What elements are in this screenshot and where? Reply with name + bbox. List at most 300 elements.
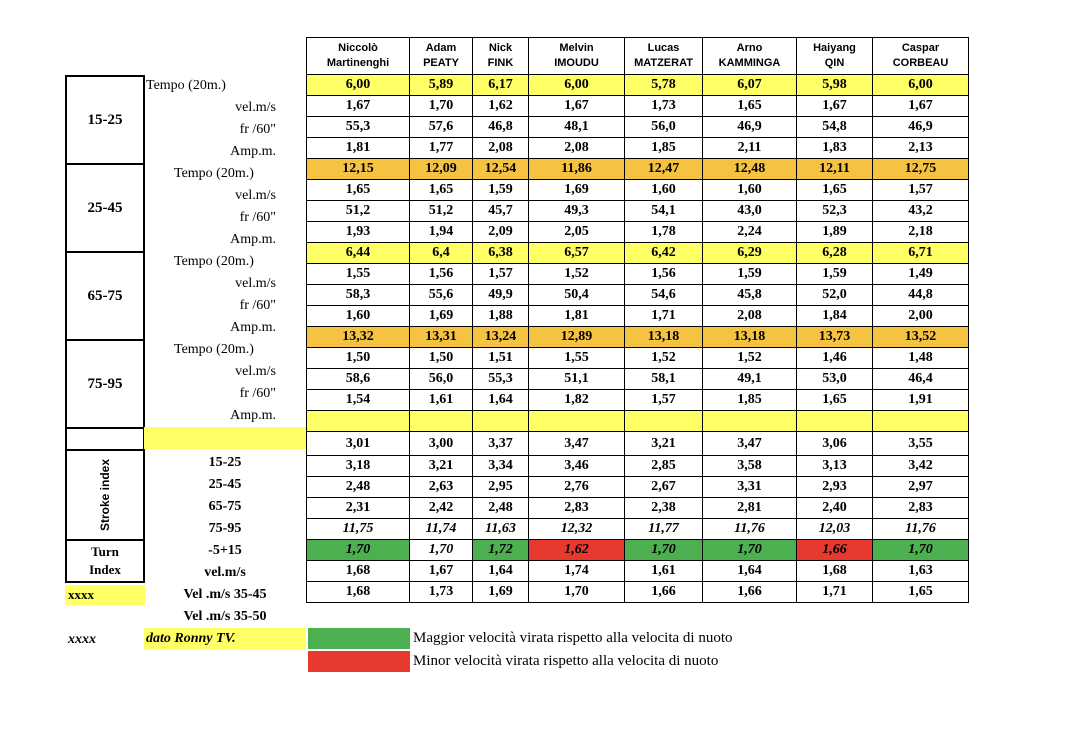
table-cell: 1,94 [410,222,473,243]
table-cell: 46,8 [473,117,529,138]
table-cell: 1,64 [703,561,797,582]
row-label: vel.m/s [204,565,246,580]
row-label: fr /60" [239,210,276,225]
table-cell: 2,00 [873,306,969,327]
table-cell: 1,81 [529,306,625,327]
row-label: Vel .m/s 35-45 [183,587,267,602]
table-cell: 13,73 [797,327,873,348]
table-cell: 1,72 [473,540,529,561]
group-label: 65-75 [87,287,123,304]
athlete-last-name: PEATY [423,57,459,69]
table-cell: 1,82 [529,390,625,411]
table-cell: 1,52 [625,348,703,369]
table-cell: 11,77 [625,519,703,540]
table-cell: 1,70 [307,540,410,561]
table-cell: 55,6 [410,285,473,306]
row-label: Vel .m/s 35-50 [183,609,267,624]
stroke-index-row [307,456,969,477]
table-cell: 1,69 [473,582,529,603]
athlete-header [473,38,529,75]
table-cell: 2,42 [410,498,473,519]
row-label: 25-45 [208,477,242,492]
athlete-header [703,38,797,75]
table-cell: 6,00 [529,75,625,96]
table-row [307,348,969,369]
table-cell: 52,3 [797,201,873,222]
table-cell: 1,65 [873,582,969,603]
table-row [307,159,969,180]
athlete-first-name: Melvin [559,42,594,54]
table-cell: 1,89 [797,222,873,243]
table-cell: 2,08 [703,306,797,327]
table-cell: 1,70 [529,582,625,603]
table-cell: 2,13 [873,138,969,159]
table-cell: 1,62 [473,96,529,117]
table-cell: 6,38 [473,243,529,264]
footer-marker-text: xxxx [68,632,96,647]
table-cell: 3,55 [873,432,969,456]
table-cell: 2,67 [625,477,703,498]
group-box-65-75 [65,251,145,339]
table-cell: 12,15 [307,159,410,180]
stroke-index-box [65,449,145,539]
athlete-header [797,38,873,75]
xxxx-marker-box [65,585,145,605]
table-cell: 1,66 [703,582,797,603]
table-cell: 2,83 [873,498,969,519]
table-cell: 6,00 [307,75,410,96]
row-label: vel.m/s [235,276,276,291]
table-cell: 46,9 [873,117,969,138]
table-cell [873,411,969,432]
table-cell: 49,1 [703,369,797,390]
table-cell: 1,85 [625,138,703,159]
table-cell: 45,7 [473,201,529,222]
table-cell: 3,18 [307,456,410,477]
table-cell: 1,73 [410,582,473,603]
athlete-header [410,38,473,75]
table-cell: 12,32 [529,519,625,540]
table-cell: 49,3 [529,201,625,222]
blank-row-label-fill [144,427,306,449]
table-cell: 54,1 [625,201,703,222]
data-table [306,37,969,603]
table-cell: 1,52 [529,264,625,285]
table-cell: 11,74 [410,519,473,540]
table-cell: 43,0 [703,201,797,222]
row-label: Amp.m. [230,408,276,423]
table-cell: 6,71 [873,243,969,264]
table-cell: 1,51 [473,348,529,369]
table-cell: 51,1 [529,369,625,390]
table-cell: 1,70 [410,540,473,561]
xxxx-marker: xxxx [68,587,94,602]
table-cell: 1,70 [873,540,969,561]
table-cell [307,411,410,432]
table-cell: 44,8 [873,285,969,306]
table-cell: 3,34 [473,456,529,477]
table-cell: 50,4 [529,285,625,306]
table-cell: 1,83 [797,138,873,159]
table-cell: 57,6 [410,117,473,138]
turn-index-box [65,539,145,583]
table-cell: 1,52 [703,348,797,369]
athlete-first-name: Caspar [901,42,940,54]
athlete-first-name: Adam [425,42,457,54]
table-cell: 2,08 [529,138,625,159]
table-cell: 1,60 [307,306,410,327]
row-label: vel.m/s [235,188,276,203]
table-cell: 12,47 [625,159,703,180]
turn-index-row [307,540,969,561]
table-cell: 56,0 [410,369,473,390]
table-cell: 46,4 [873,369,969,390]
table-row [307,327,969,348]
table-cell: 1,67 [410,561,473,582]
legend-swatch-green [308,628,410,649]
table-cell: 1,54 [307,390,410,411]
table-cell: 11,75 [307,519,410,540]
table-cell: 1,61 [625,561,703,582]
row-label: Amp.m. [230,144,276,159]
group-box-15-25 [65,75,145,163]
athlete-first-name: Haiyang [813,42,856,54]
table-cell: 1,64 [473,390,529,411]
legend-text-green: Maggior velocità virata rispetto alla velocita di nuoto [413,630,733,646]
athlete-first-name: Arno [736,42,763,54]
table-cell: 13,32 [307,327,410,348]
table-cell: 48,1 [529,117,625,138]
table-cell: 11,76 [873,519,969,540]
table-cell: 1,46 [797,348,873,369]
table-cell: 52,0 [797,285,873,306]
table-cell: 2,05 [529,222,625,243]
table-cell: 12,75 [873,159,969,180]
stroke-index-row [307,432,969,456]
table-cell: 2,81 [703,498,797,519]
table-row [307,285,969,306]
table-cell: 1,57 [873,180,969,201]
table-cell: 13,52 [873,327,969,348]
table-cell: 45,8 [703,285,797,306]
table-cell: 1,56 [625,264,703,285]
table-cell: 43,2 [873,201,969,222]
table-row [307,75,969,96]
table-cell: 1,68 [307,561,410,582]
table-cell: 1,65 [797,180,873,201]
table-cell: 1,71 [797,582,873,603]
row-label: -5+15 [208,543,242,558]
table-cell: 2,48 [307,477,410,498]
table-cell: 1,67 [797,96,873,117]
table-cell: 6,07 [703,75,797,96]
header-row [307,38,969,75]
row-label: vel.m/s [235,100,276,115]
stroke-index-row [307,498,969,519]
table-row [307,138,969,159]
table-cell: 46,9 [703,117,797,138]
table-cell: 11,76 [703,519,797,540]
table-cell: 1,65 [703,96,797,117]
table-cell: 13,18 [625,327,703,348]
table-cell: 12,09 [410,159,473,180]
table-cell: 1,66 [797,540,873,561]
table-cell: 2,85 [625,456,703,477]
table-cell: 1,50 [410,348,473,369]
table-cell: 6,4 [410,243,473,264]
table-cell: 3,01 [307,432,410,456]
table-cell: 1,67 [529,96,625,117]
table-cell: 1,60 [625,180,703,201]
legend-text-red: Minor velocità virata rispetto alla velocita di nuoto [413,653,719,669]
athlete-header [529,38,625,75]
table-cell: 6,42 [625,243,703,264]
table-cell [473,411,529,432]
row-label: Tempo (20m.) [174,254,254,269]
table-cell [797,411,873,432]
table-cell: 54,8 [797,117,873,138]
table-row [307,243,969,264]
source-note [144,628,306,650]
table-cell: 1,65 [797,390,873,411]
turn-index-row [307,519,969,540]
table-cell: 5,98 [797,75,873,96]
table-cell [410,411,473,432]
table-cell: 2,83 [529,498,625,519]
table-cell: 1,48 [873,348,969,369]
table-cell: 2,11 [703,138,797,159]
table-cell: 56,0 [625,117,703,138]
legend-swatch-red [308,651,410,672]
athlete-last-name: KAMMINGA [718,57,781,69]
table-cell: 2,31 [307,498,410,519]
table-cell: 2,18 [873,222,969,243]
table-cell: 2,40 [797,498,873,519]
table-cell: 1,70 [625,540,703,561]
table-cell: 3,58 [703,456,797,477]
stroke-index-row [307,477,969,498]
table-cell: 2,97 [873,477,969,498]
table-cell: 1,68 [797,561,873,582]
table-cell: 1,91 [873,390,969,411]
table-cell: 1,59 [703,264,797,285]
athlete-last-name: Martinenghi [326,57,390,69]
row-label: 75-95 [208,521,242,536]
table-cell: 1,69 [410,306,473,327]
table-cell: 12,48 [703,159,797,180]
table-cell: 1,59 [473,180,529,201]
table-row [307,222,969,243]
table-cell: 1,73 [625,96,703,117]
table-cell: 2,08 [473,138,529,159]
table-cell: 1,68 [307,582,410,603]
source-note-text: dato Ronny TV. [146,631,236,646]
table-cell: 1,67 [873,96,969,117]
table-cell: 1,57 [473,264,529,285]
table-cell: 1,60 [703,180,797,201]
row-label: vel.m/s [235,364,276,379]
table-cell: 1,70 [410,96,473,117]
table-cell: 13,31 [410,327,473,348]
table-cell: 1,85 [703,390,797,411]
table-cell: 55,3 [307,117,410,138]
group-box-75-95 [65,339,145,427]
table-cell: 1,69 [529,180,625,201]
table-row [307,369,969,390]
table-cell: 1,81 [307,138,410,159]
row-label: Amp.m. [230,232,276,247]
table-cell: 54,6 [625,285,703,306]
table-cell: 1,78 [625,222,703,243]
athlete-last-name: IMOUDU [554,57,599,69]
table-cell: 5,78 [625,75,703,96]
table-cell: 1,65 [307,180,410,201]
table-cell: 3,00 [410,432,473,456]
row-label: Tempo (20m.) [174,342,254,357]
table-cell: 6,44 [307,243,410,264]
table-cell: 2,93 [797,477,873,498]
table-cell: 51,2 [307,201,410,222]
table-cell: 1,64 [473,561,529,582]
table-cell: 1,55 [307,264,410,285]
table-cell: 3,21 [625,432,703,456]
row-label: fr /60" [239,122,276,137]
velocity-row [307,561,969,582]
table-cell: 3,13 [797,456,873,477]
athlete-header [625,38,703,75]
table-row [307,306,969,327]
table-cell: 6,57 [529,243,625,264]
table-cell: 2,09 [473,222,529,243]
table-cell: 3,47 [703,432,797,456]
table-cell: 1,66 [625,582,703,603]
table-cell: 58,6 [307,369,410,390]
table-row [307,180,969,201]
table-cell: 12,11 [797,159,873,180]
row-label: Tempo (20m.) [174,166,254,181]
table-row [307,264,969,285]
row-label: Amp.m. [230,320,276,335]
table-cell: 3,37 [473,432,529,456]
group-label: 75-95 [87,375,123,392]
table-cell: 11,63 [473,519,529,540]
table-cell: 1,62 [529,540,625,561]
table-cell: 6,29 [703,243,797,264]
table-cell: 2,48 [473,498,529,519]
table-cell: 55,3 [473,369,529,390]
table-cell: 13,18 [703,327,797,348]
table-cell: 1,56 [410,264,473,285]
table-cell: 3,06 [797,432,873,456]
table-cell: 2,24 [703,222,797,243]
athlete-last-name: QIN [824,57,845,69]
table-cell: 1,70 [703,540,797,561]
athlete-first-name: Lucas [647,42,680,54]
table-cell: 49,9 [473,285,529,306]
table-cell [703,411,797,432]
table-cell [529,411,625,432]
stroke-index-label: Stroke index [98,458,112,532]
table-row [307,390,969,411]
table-cell: 1,63 [873,561,969,582]
group-box-25-45 [65,163,145,251]
table-cell: 2,95 [473,477,529,498]
turn-index-label-line1: Turn [91,544,119,559]
athlete-last-name: FINK [487,57,514,69]
table-cell: 3,46 [529,456,625,477]
row-label: 15-25 [208,455,242,470]
table-cell: 1,65 [410,180,473,201]
table-cell: 53,0 [797,369,873,390]
athlete-header [307,38,410,75]
table-cell: 12,89 [529,327,625,348]
footer-marker [68,630,96,650]
table-cell: 13,24 [473,327,529,348]
table-row [307,96,969,117]
athlete-header [873,38,969,75]
table-cell: 1,84 [797,306,873,327]
table-cell: 12,54 [473,159,529,180]
table-cell: 1,49 [873,264,969,285]
row-label: fr /60" [239,386,276,401]
velocity-row [307,582,969,603]
table-cell: 3,21 [410,456,473,477]
table-cell: 6,28 [797,243,873,264]
row-label: Tempo (20m.) [146,78,226,93]
table-cell: 58,1 [625,369,703,390]
table-cell: 2,63 [410,477,473,498]
table-cell: 1,88 [473,306,529,327]
table-cell: 1,93 [307,222,410,243]
row-label: 65-75 [208,499,242,514]
blank-box [65,427,145,449]
table-cell: 1,67 [307,96,410,117]
table-cell: 6,00 [873,75,969,96]
table-cell: 12,03 [797,519,873,540]
athlete-last-name: MATZERAT [634,57,693,69]
table-cell [625,411,703,432]
athlete-last-name: CORBEAU [892,57,949,69]
table-cell: 51,2 [410,201,473,222]
table-cell: 3,47 [529,432,625,456]
table-cell: 1,71 [625,306,703,327]
table-cell: 1,57 [625,390,703,411]
table-cell: 2,38 [625,498,703,519]
group-label: 25-45 [87,199,123,216]
blank-row [307,411,969,432]
table-cell: 6,17 [473,75,529,96]
table-cell: 11,86 [529,159,625,180]
row-label: fr /60" [239,298,276,313]
table-cell: 1,61 [410,390,473,411]
table-cell: 3,42 [873,456,969,477]
table-cell: 2,76 [529,477,625,498]
table-cell: 58,3 [307,285,410,306]
table-cell: 1,74 [529,561,625,582]
table-row [307,201,969,222]
athlete-first-name: Niccolò [338,42,378,54]
table-cell: 1,77 [410,138,473,159]
table-cell: 1,55 [529,348,625,369]
table-row [307,117,969,138]
table-cell: 1,50 [307,348,410,369]
table-cell: 1,59 [797,264,873,285]
table-cell: 3,31 [703,477,797,498]
table-cell: 5,89 [410,75,473,96]
turn-index-label-line2: Index [89,562,121,577]
group-label: 15-25 [87,111,123,128]
athlete-first-name: Nick [488,42,513,54]
